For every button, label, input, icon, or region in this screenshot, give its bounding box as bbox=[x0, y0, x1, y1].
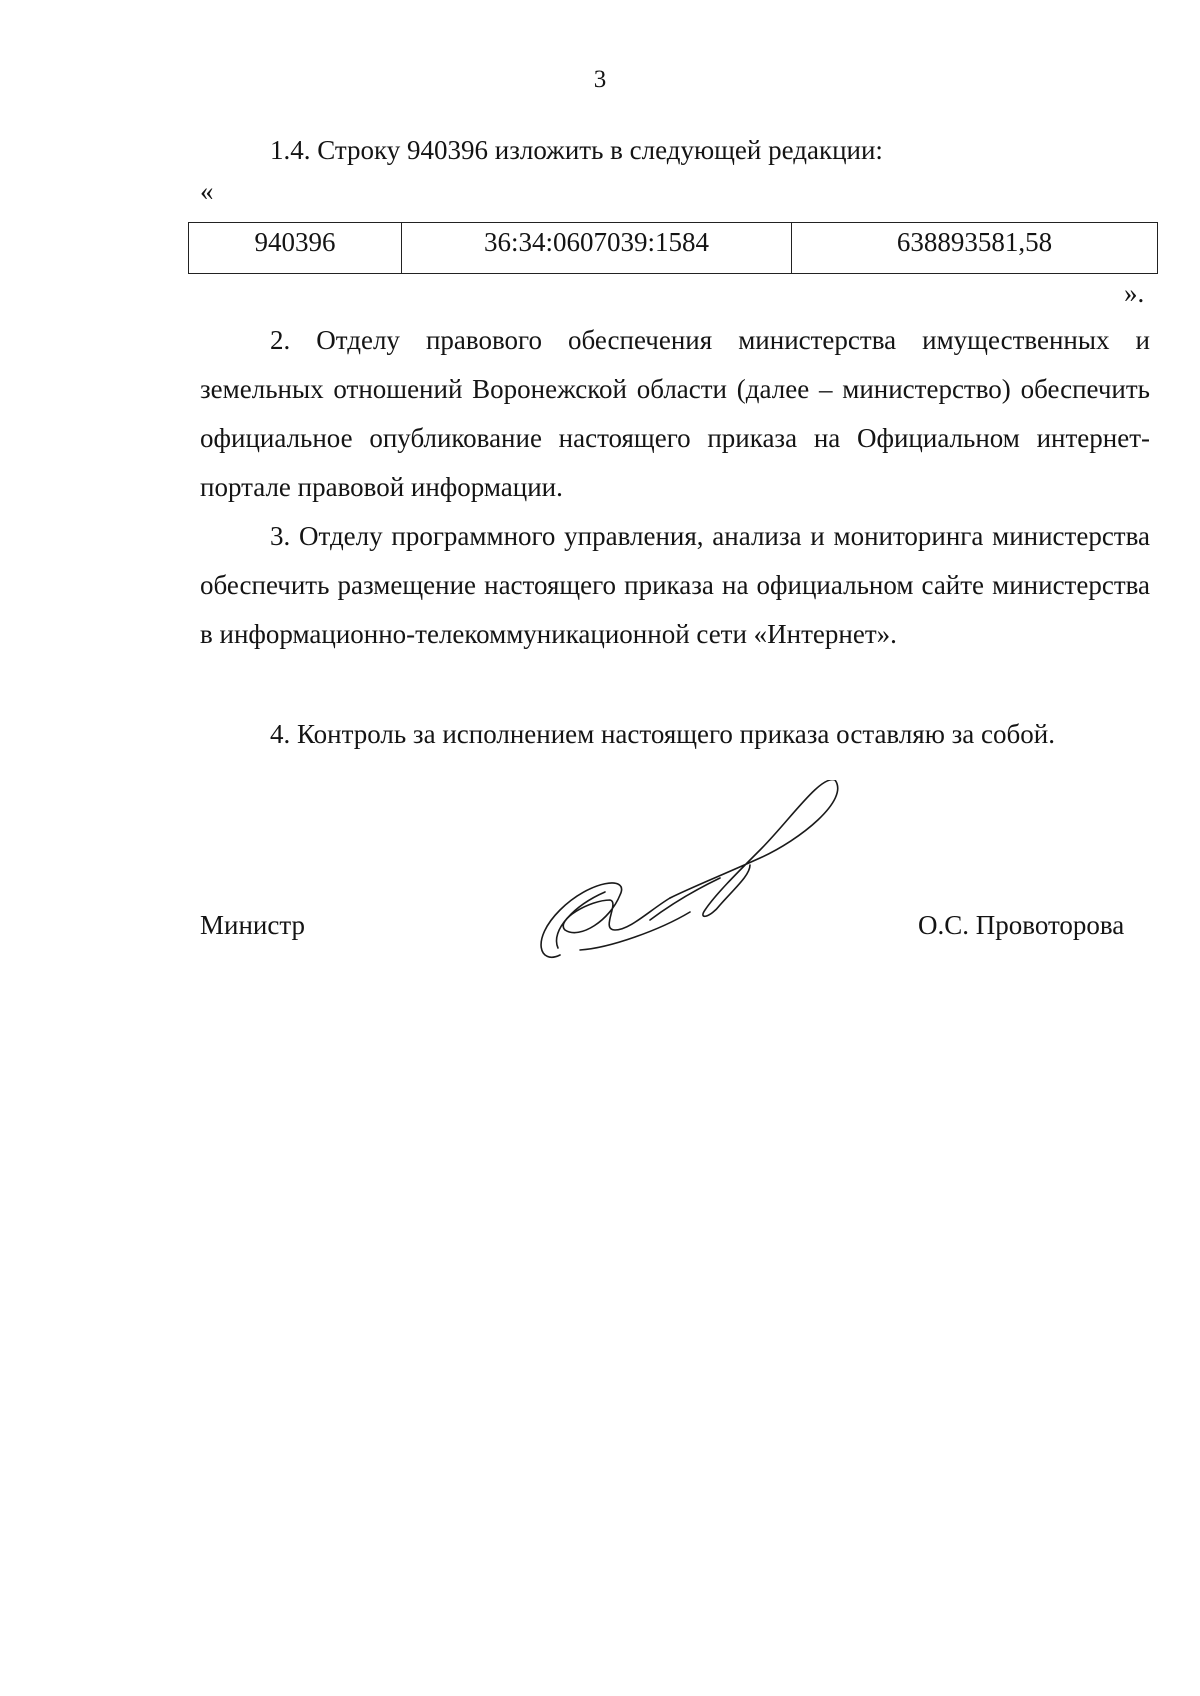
paragraph-4 bbox=[200, 710, 1150, 759]
amendment-table bbox=[188, 222, 1158, 274]
closing-quote: ». bbox=[1124, 278, 1145, 308]
paragraph-3 bbox=[200, 512, 1150, 659]
section-1-4-text: 1.4. Строку 940396 изложить в следующей редакции: bbox=[270, 135, 883, 165]
signatory-name: О.С. Провоторова bbox=[918, 910, 1125, 940]
table-row bbox=[189, 223, 1158, 274]
page-number: 3 bbox=[593, 66, 607, 93]
section-1-4 bbox=[200, 126, 1150, 175]
handwritten-signature bbox=[520, 780, 860, 980]
table-cell-cadastral: 36:34:0607039:1584 bbox=[402, 223, 792, 274]
paragraph-2-text: 2. Отделу правового обеспечения министерства имущественных и земельных отношений Воронежской области (далее – министерство) обеспечить официальное опубликование настоящего приказа на Официальном интернет-портале правовой информации. bbox=[200, 325, 1150, 502]
table-cell-value: 638893581,58 bbox=[792, 223, 1158, 274]
paragraph-3-text: 3. Отделу программного управления, анализа и мониторинга министерства обеспечить размещение настоящего приказа на официальном сайте министерства в информационно-телекоммуникационной сети «Интернет». bbox=[200, 521, 1150, 649]
signatory-position: Министр bbox=[200, 910, 305, 940]
table-cell-number: 940396 bbox=[189, 223, 402, 274]
paragraph-2 bbox=[200, 316, 1150, 512]
opening-quote: « bbox=[200, 176, 214, 206]
paragraph-4-text: 4. Контроль за исполнением настоящего приказа оставляю за собой. bbox=[270, 719, 1055, 749]
